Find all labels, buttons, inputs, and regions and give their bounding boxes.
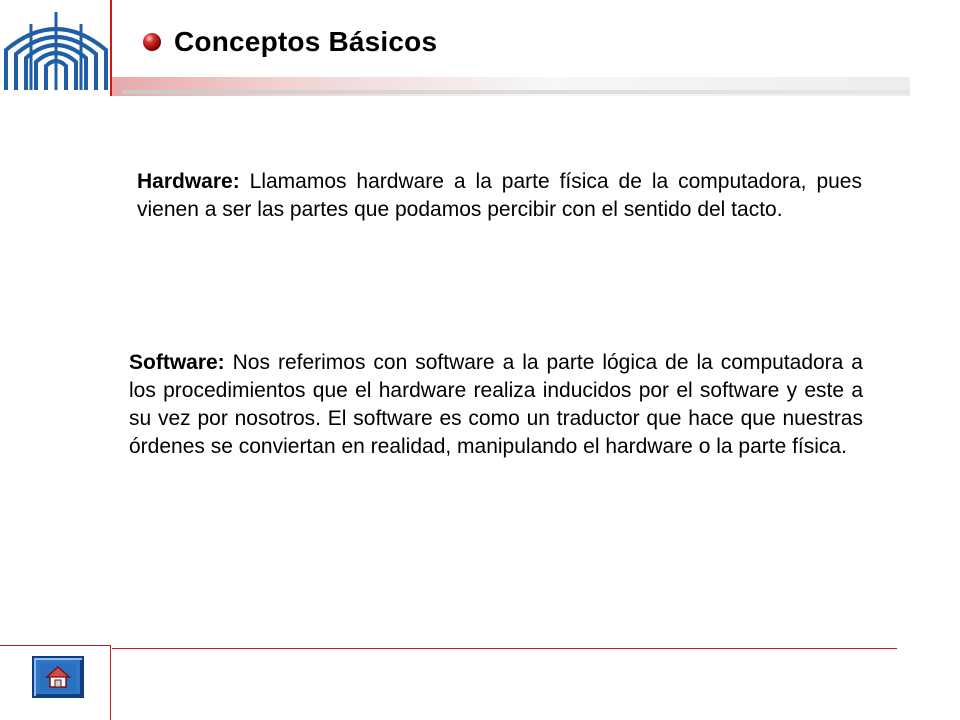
arch-logo-icon — [0, 10, 112, 92]
hardware-term: Hardware: — [137, 170, 240, 193]
red-sphere-bullet-icon — [142, 32, 162, 52]
software-paragraph — [129, 349, 863, 461]
header-gradient-bar — [112, 77, 910, 96]
title-row — [142, 22, 437, 62]
software-term: Software: — [129, 351, 225, 374]
home-button-face — [40, 663, 76, 691]
slide-title: Conceptos Básicos — [174, 26, 438, 57]
software-definition: Nos referimos con software a la parte lógica de la computadora a los procedimientos que el hardware realiza inducidos por el software y este a su vez por nosotros. El software es como un traductor que hace que nuestras órdenes se conviertan en realidad, manipulando el hardware o la parte física. — [129, 351, 863, 458]
hardware-paragraph — [137, 168, 862, 224]
home-icon — [45, 665, 71, 689]
hardware-definition: Llamamos hardware a la parte física de la computadora, pues vienen a ser las partes que podamos percibir con el sentido del tacto. — [137, 170, 862, 221]
footer-rule — [112, 648, 897, 649]
home-button[interactable] — [32, 656, 84, 698]
